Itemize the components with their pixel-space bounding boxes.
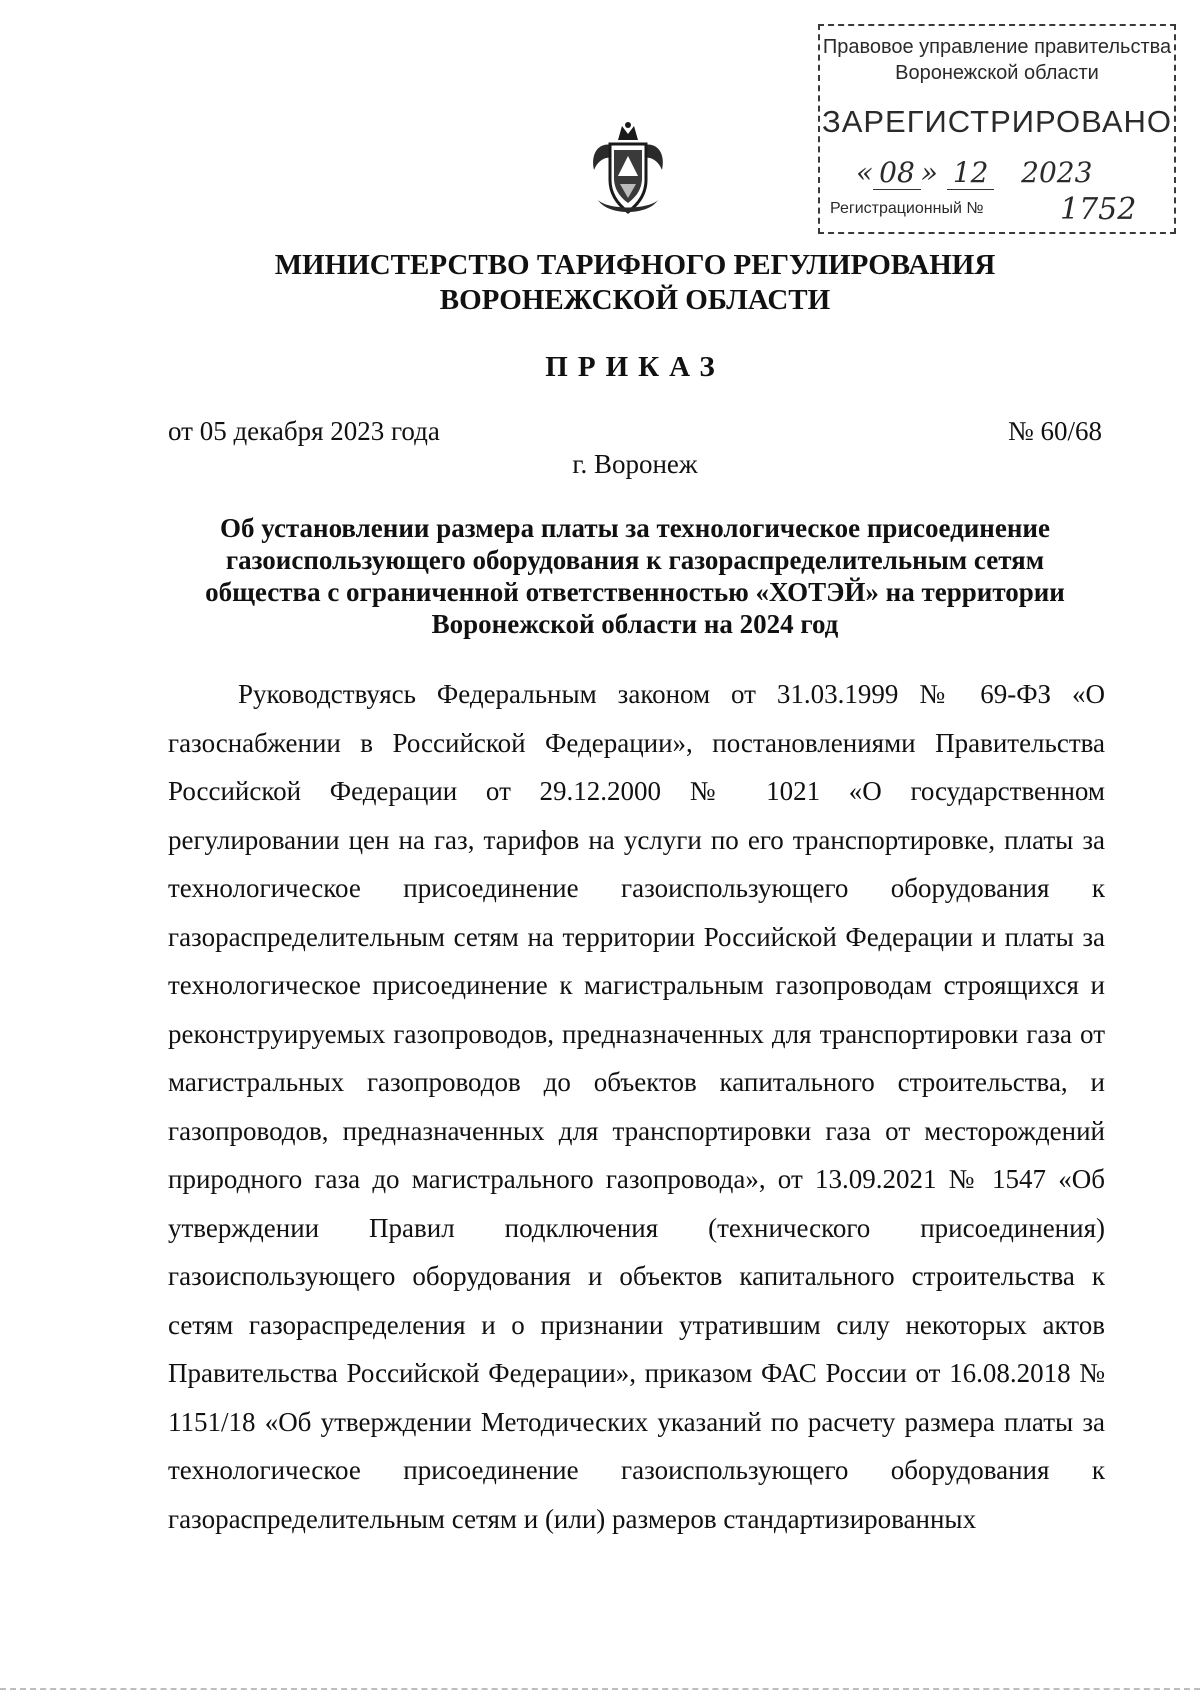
- page-edge-divider: [0, 1688, 1200, 1690]
- registration-stamp: [818, 24, 1176, 234]
- stamp-day: 08: [873, 156, 921, 190]
- document-number: № 60/68: [1007, 416, 1102, 446]
- stamp-year: 2023: [1021, 156, 1093, 189]
- stamp-org-line2: Воронежской области: [895, 62, 1099, 84]
- document-body: Руководствуясь Федеральным законом от 31.03.1999 № 69-ФЗ «О газоснабжении в Российской Федерации», постановлениями Правительства Российской Федерации от 29.12.2000 № 1021 «О государственном регулировании цен на газ, тарифов на услуги по его транспортировке, платы за технологическое присоединение газоиспользующего оборудования к газораспределительным сетям на территории Российской Федерации и платы за технологическое присоединение к магистральным газопроводам строящихся и реконструируемых газопроводов, предназначенных для транспортировки газа от магистральных газопроводов до объектов капитального строительства, и газопроводов, предназначенных для транспортировки газа от месторождений природного газа до магистрального газопровода», от 13.09.2021 № 1547 «Об утверждении Правил подключения (технического присоединения) газоиспользующего оборудования и объектов капитального строительства к сетям газораспределения и о признании утратившим силу некоторых актов Правительства Российской Федерации», приказом ФАС России от 16.08.2018 № 1151/18 «Об утверждении Методических указаний по расчету размера платы за технологическое присоединение газоиспользующего оборудования к газораспределительным сетям и (или) размеров стандартизированных: [168, 679, 1105, 1534]
- stamp-org-line1: Правовое управление правительства: [822, 36, 1172, 58]
- ministry-name: [120, 248, 1150, 318]
- ministry-line2: ВОРОНЕЖСКОЙ ОБЛАСТИ: [439, 284, 831, 316]
- document-date: от 05 декабря 2023 года: [168, 416, 440, 446]
- document-title: Об установлении размера платы за технологическое присоединение газоиспользующего оборудования к газораспределительным сетям общества с ограниченной ответственностью «ХОТЭЙ» на территории Воронежской области на 2024 год: [205, 513, 1065, 639]
- stamp-reg-number: 1752: [1060, 192, 1137, 227]
- document-city: г. Воронеж: [572, 449, 698, 479]
- stamp-reg-label: Регистрационный №: [830, 200, 984, 217]
- stamp-month: 12: [947, 156, 995, 190]
- stamp-date: « 08 » 12 2023: [856, 156, 1093, 189]
- stamp-registered: ЗАРЕГИСТРИРОВАНО: [821, 104, 1172, 139]
- document-type: ПРИКАЗ: [545, 351, 725, 383]
- voronezh-coat-of-arms-icon: [578, 120, 678, 220]
- ministry-line1: МИНИСТЕРСТВО ТАРИФНОГО РЕГУЛИРОВАНИЯ: [274, 249, 996, 281]
